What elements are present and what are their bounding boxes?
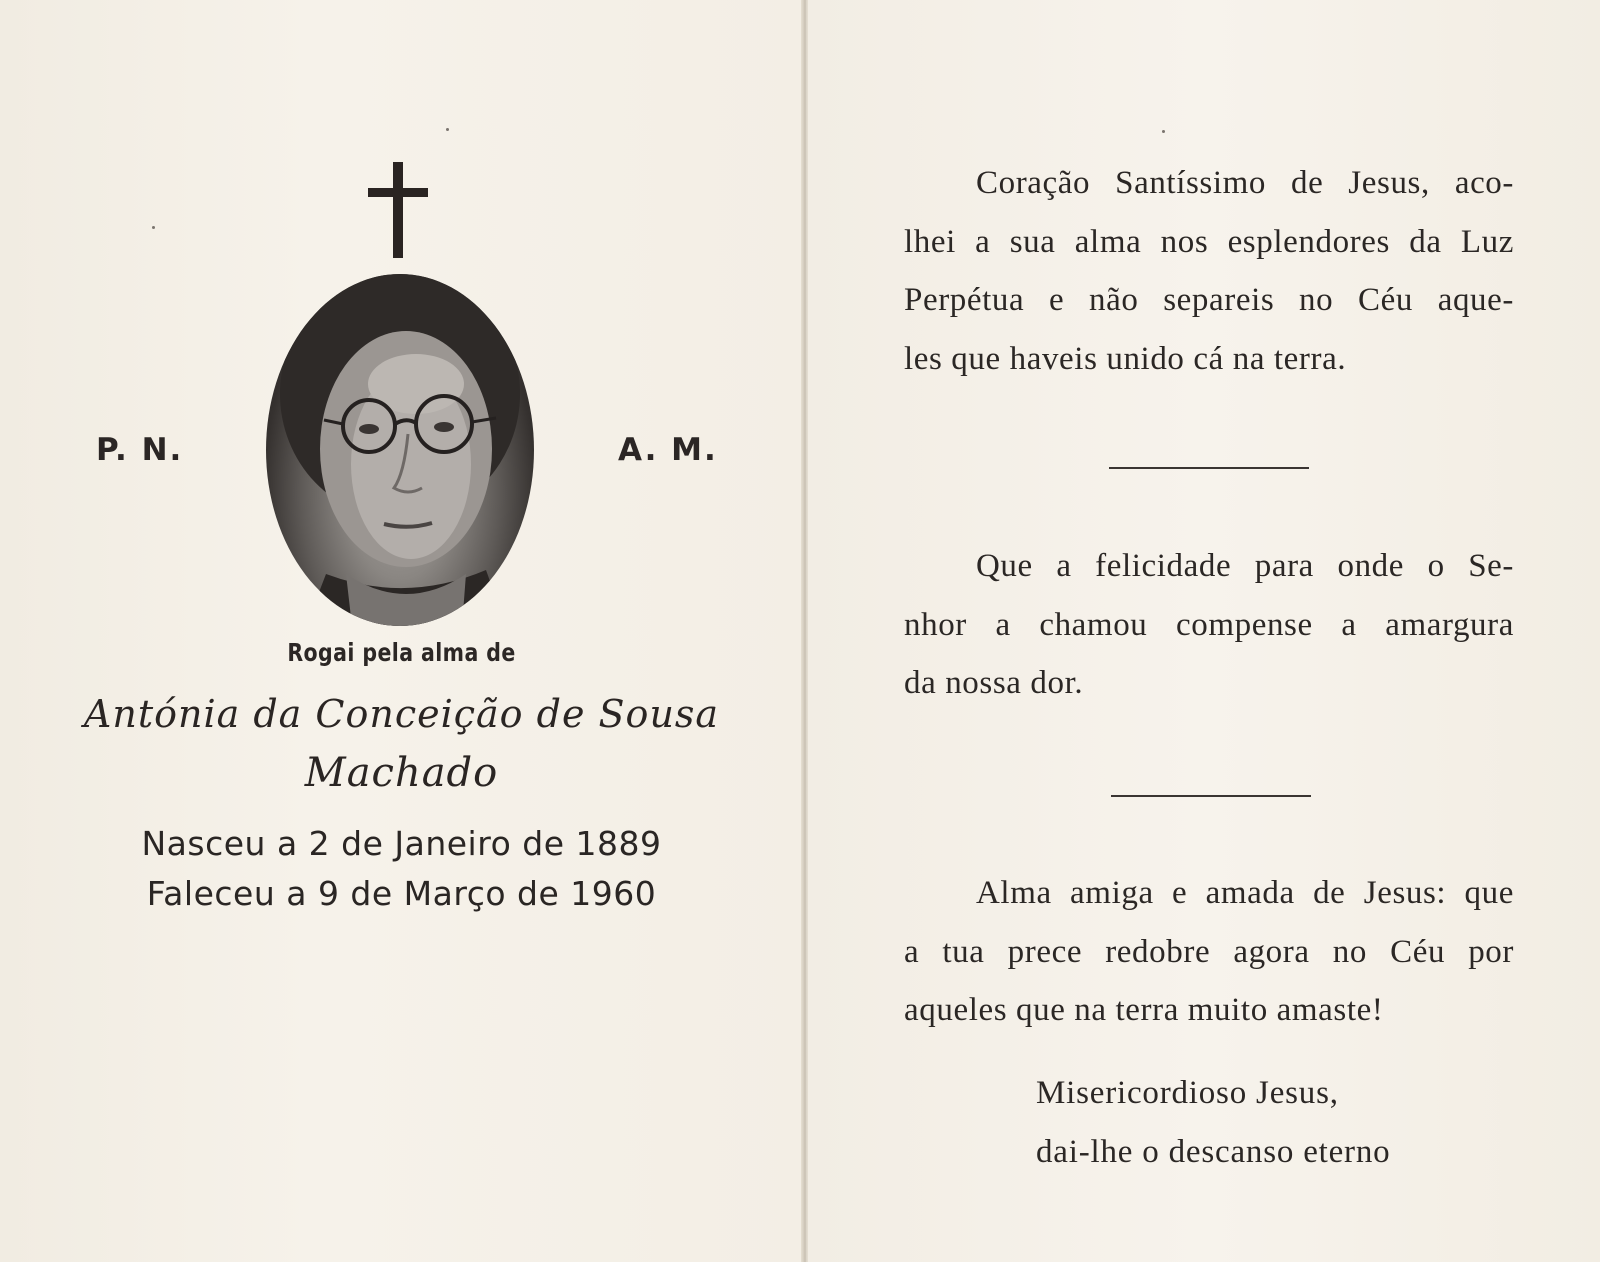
paper-speck: [446, 128, 449, 131]
verse-2: [904, 537, 1514, 713]
initials-left: P. N.: [96, 432, 184, 468]
verse-2-line: da nossa dor.: [904, 665, 1084, 701]
death-date: Faleceu a 9 de Março de 1960: [146, 874, 657, 913]
verse-3-line: a tua prece redobre agora no Céu por: [904, 933, 1514, 970]
divider-1: [1109, 467, 1309, 469]
portrait-photo: [266, 274, 534, 626]
closing-line-2: dai-lhe o descanso eterno: [1036, 1134, 1391, 1170]
verse-2-line: nhor a chamou compense a amargura: [904, 606, 1514, 643]
deceased-name-line-1: Antónia da Conceição de Sousa: [83, 692, 720, 736]
verse-1: [904, 154, 1514, 388]
deceased-name-line-2: Machado: [304, 750, 499, 796]
birth-date: Nasceu a 2 de Janeiro de 1889: [141, 824, 662, 863]
cross-icon: [368, 162, 428, 258]
paper-speck: [152, 226, 155, 229]
divider-2: [1111, 795, 1311, 797]
portrait-image: [266, 274, 534, 626]
verse-3-line: aqueles que na terra muito amaste!: [904, 992, 1384, 1028]
verse-1-line: Coração Santíssimo de Jesus, aco-: [976, 165, 1514, 201]
verse-1-line: les que haveis unido cá na terra.: [904, 340, 1347, 377]
verse-3: [904, 864, 1514, 1040]
verse-1-line: lhei a sua alma nos esplendores da Luz: [904, 223, 1514, 260]
prayer-heading: Rogai pela alma de: [287, 638, 516, 667]
initials-right: A. M.: [618, 432, 718, 468]
paper-speck: [1162, 130, 1165, 133]
verse-2-line: Que a felicidade para onde o Se-: [976, 548, 1514, 584]
verse-3-line: Alma amiga e amada de Jesus: que: [976, 875, 1514, 911]
verse-1-line: Perpétua e não separeis no Céu aque-: [904, 282, 1514, 318]
closing-line-1: Misericordioso Jesus,: [1036, 1075, 1339, 1111]
